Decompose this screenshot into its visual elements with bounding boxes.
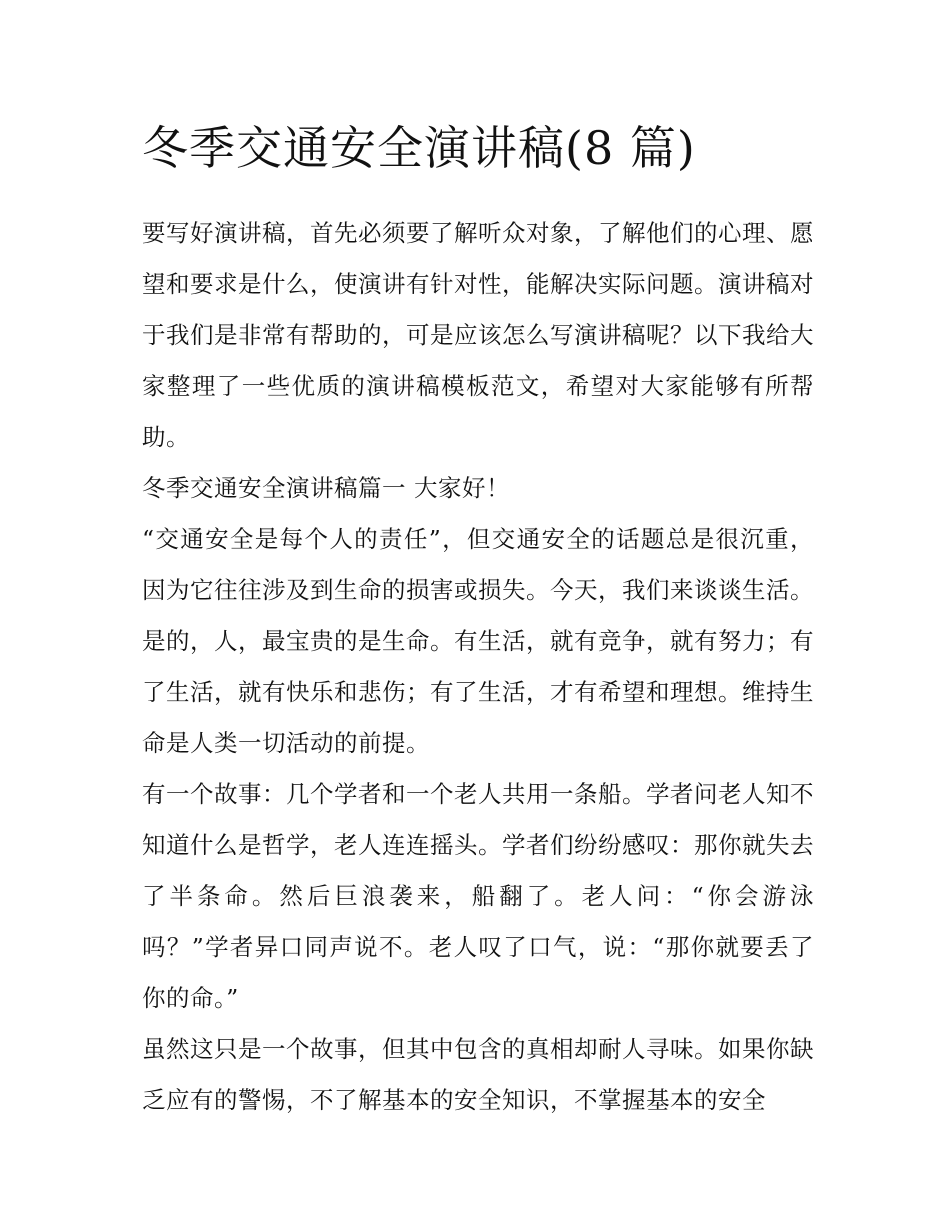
document-title: 冬季交通安全演讲稿(8 篇) (142, 121, 696, 175)
section-heading-paragraph: 冬季交通安全演讲稿篇一 大家好！ (142, 474, 510, 502)
document-body (142, 108, 814, 1126)
intro-paragraph: 要写好演讲稿，首先必须要了解听众对象，了解他们的心理、愿望和要求是什么，使演讲有针对性，能解决实际问题。演讲稿对于我们是非常有帮助的，可是应该怎么写演讲稿呢？以下我给大家整理了一些优质的演讲稿模板范文，希望对大家能够有所帮助。 (142, 219, 814, 451)
conclusion-paragraph: 虽然这只是一个故事，但其中包含的真相却耐人寻味。如果你缺乏应有的警惕，不了解基本的安全知识，不掌握基本的安全 (142, 1035, 814, 1114)
body-paragraph: “交通安全是每个人的责任”，但交通安全的话题总是很沉重，因为它往往涉及到生命的损害或损失。今天，我们来谈谈生活。是的，人，最宝贵的是生命。有生活，就有竞争，就有努力；有了生活，就有快乐和悲伤；有了生活，才有希望和理想。维持生命是人类一切活动的前提。 (142, 525, 814, 757)
story-paragraph: 有一个故事：几个学者和一个老人共用一条船。学者问老人知不知道什么是哲学，老人连连摇头。学者们纷纷感叹：那你就失去了半条命。然后巨浪袭来，船翻了。老人问：“你会游泳吗？”学者异口同声说不。老人叹了口气，说：“那你就要丢了你的命。” (142, 780, 814, 1012)
